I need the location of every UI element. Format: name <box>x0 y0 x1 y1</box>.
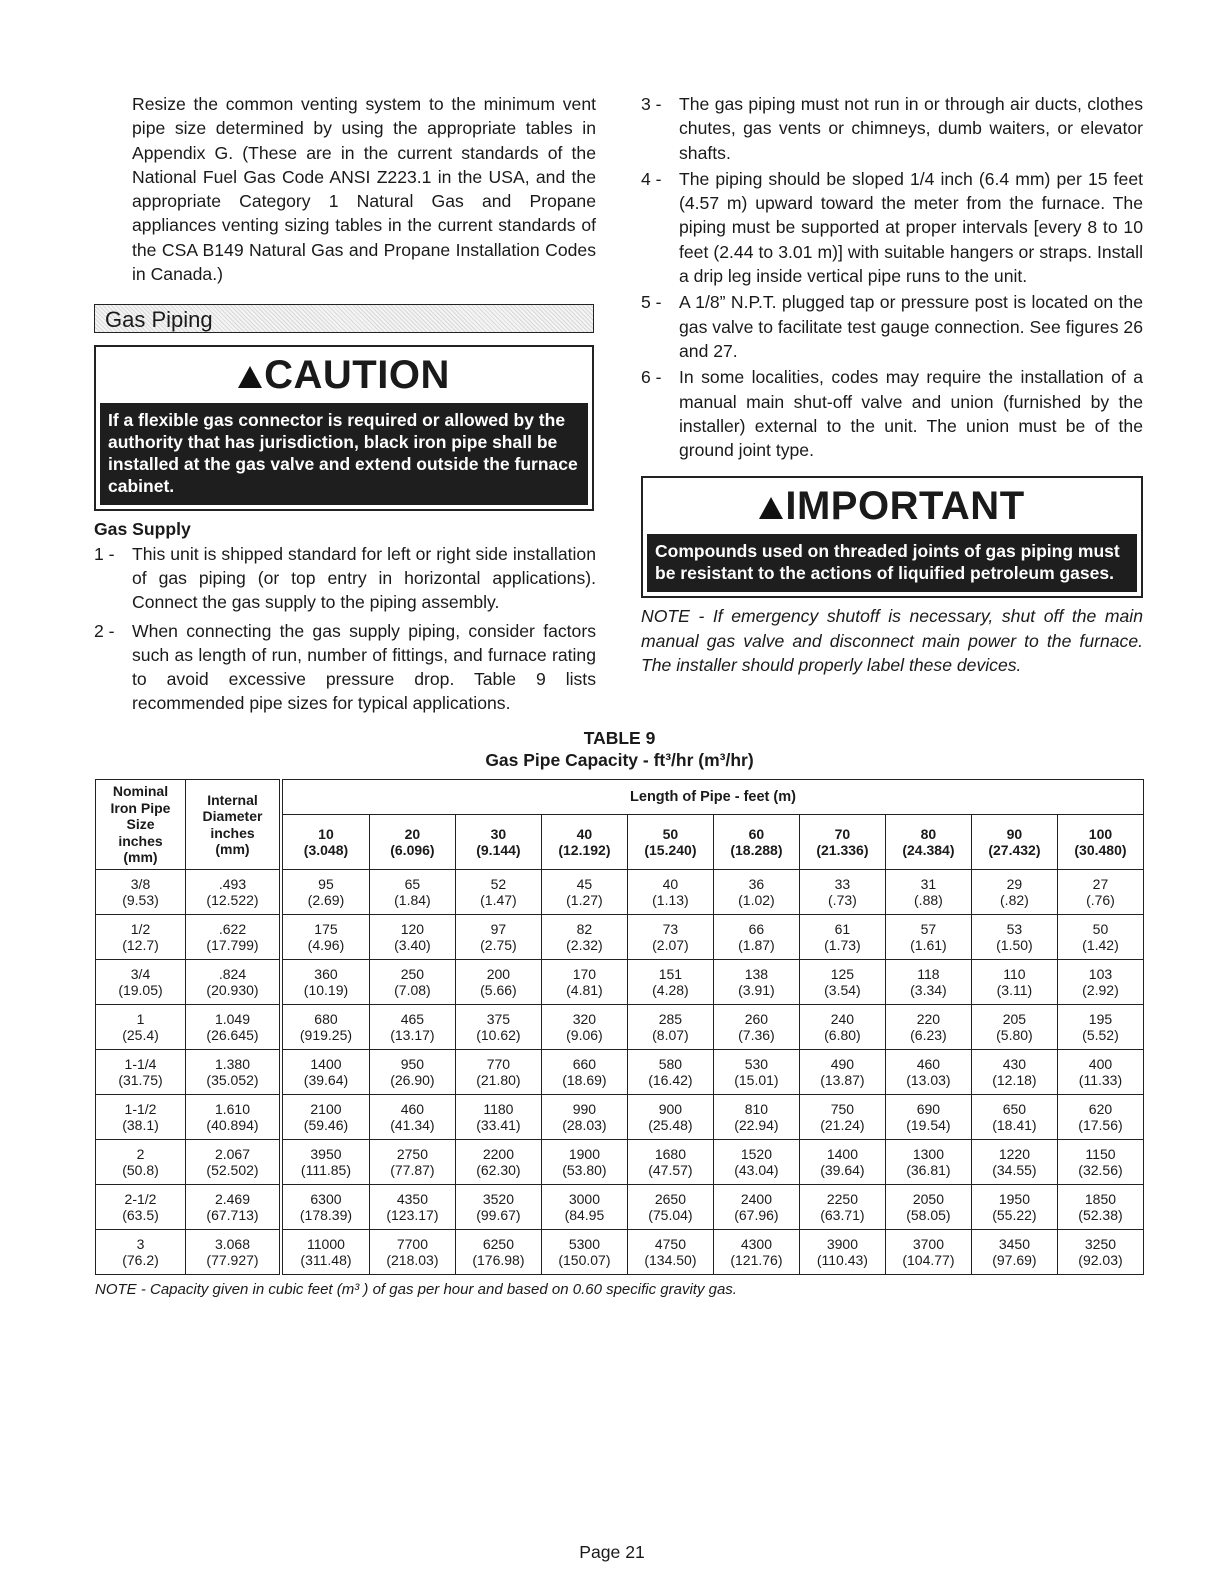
list-item <box>94 619 596 716</box>
caution-box <box>94 345 594 511</box>
table-row <box>96 960 1144 1005</box>
capacity-cell: 375 (10.62) <box>455 1005 541 1050</box>
length-header: 100 (30.480) <box>1057 815 1143 870</box>
page-number: Page 21 <box>579 1542 645 1562</box>
capacity-cell: 33 (.73) <box>799 870 885 915</box>
table-row <box>96 1005 1144 1050</box>
table-row <box>96 1230 1144 1275</box>
table-row <box>96 1095 1144 1140</box>
table-note: NOTE - Capacity given in cubic feet (m³ ) of gas per hour and based on 0.60 specific gravity gas. <box>95 1281 737 1298</box>
item-number: 5 - <box>641 292 662 313</box>
length-header: 40 (12.192) <box>541 815 627 870</box>
length-header: 90 (27.432) <box>971 815 1057 870</box>
length-header: 60 (18.288) <box>713 815 799 870</box>
capacity-cell: 810 (22.94) <box>713 1095 799 1140</box>
capacity-cell: 3700 (104.77) <box>885 1230 971 1275</box>
length-header: 80 (24.384) <box>885 815 971 870</box>
table-row <box>96 1185 1144 1230</box>
gas-supply-list <box>94 542 596 716</box>
capacity-cell: 57 (1.61) <box>885 915 971 960</box>
capacity-cell: 3520 (99.67) <box>455 1185 541 1230</box>
capacity-cell: 125 (3.54) <box>799 960 885 1005</box>
capacity-cell: 680 (919.25) <box>281 1005 369 1050</box>
capacity-cell: 2200 (62.30) <box>455 1140 541 1185</box>
table-row <box>96 915 1144 960</box>
capacity-cell: 53 (1.50) <box>971 915 1057 960</box>
gas-pipe-capacity-table <box>95 779 1144 1275</box>
pipe-size-cell: 1 (25.4) <box>96 1005 186 1050</box>
pipe-size-cell: 1-1/4 (31.75) <box>96 1050 186 1095</box>
capacity-cell: 110 (3.11) <box>971 960 1057 1005</box>
pipe-size-cell: 3 (76.2) <box>96 1230 186 1275</box>
length-header: 30 (9.144) <box>455 815 541 870</box>
diameter-cell: 2.469 (67.713) <box>186 1185 282 1230</box>
capacity-cell: 2400 (67.96) <box>713 1185 799 1230</box>
capacity-cell: 11000 (311.48) <box>281 1230 369 1275</box>
diameter-cell: .622 (17.799) <box>186 915 282 960</box>
diameter-cell: 1.049 (26.645) <box>186 1005 282 1050</box>
capacity-cell: 285 (8.07) <box>627 1005 713 1050</box>
capacity-cell: 27 (.76) <box>1057 870 1143 915</box>
capacity-cell: 2250 (63.71) <box>799 1185 885 1230</box>
capacity-cell: 1520 (43.04) <box>713 1140 799 1185</box>
capacity-cell: 240 (6.80) <box>799 1005 885 1050</box>
pipe-size-cell: 1-1/2 (38.1) <box>96 1095 186 1140</box>
right-column <box>641 92 1143 677</box>
table-row <box>96 1050 1144 1095</box>
capacity-cell: 36 (1.02) <box>713 870 799 915</box>
list-item <box>94 542 596 615</box>
col-header-internal-diameter: Internal Diameter inches (mm) <box>186 780 282 870</box>
capacity-cell: 1900 (53.80) <box>541 1140 627 1185</box>
diameter-cell: 1.380 (35.052) <box>186 1050 282 1095</box>
capacity-cell: 52 (1.47) <box>455 870 541 915</box>
capacity-cell: 138 (3.91) <box>713 960 799 1005</box>
length-header: 10 (3.048) <box>281 815 369 870</box>
pipe-size-cell: 2 (50.8) <box>96 1140 186 1185</box>
pipe-size-cell: 3/4 (19.05) <box>96 960 186 1005</box>
capacity-cell: 170 (4.81) <box>541 960 627 1005</box>
length-header: 50 (15.240) <box>627 815 713 870</box>
capacity-cell: 151 (4.28) <box>627 960 713 1005</box>
capacity-cell: 620 (17.56) <box>1057 1095 1143 1140</box>
capacity-cell: 460 (41.34) <box>369 1095 455 1140</box>
capacity-cell: 4350 (123.17) <box>369 1185 455 1230</box>
table-row <box>96 1140 1144 1185</box>
capacity-cell: 4300 (121.76) <box>713 1230 799 1275</box>
capacity-cell: 770 (21.80) <box>455 1050 541 1095</box>
capacity-cell: 220 (6.23) <box>885 1005 971 1050</box>
diameter-cell: 2.067 (52.502) <box>186 1140 282 1185</box>
section-title-gas-piping: Gas Piping <box>94 304 594 333</box>
capacity-cell: 97 (2.75) <box>455 915 541 960</box>
capacity-cell: 103 (2.92) <box>1057 960 1143 1005</box>
capacity-cell: 320 (9.06) <box>541 1005 627 1050</box>
capacity-cell: 1220 (34.55) <box>971 1140 1057 1185</box>
gas-supply-heading: Gas Supply <box>94 519 191 540</box>
capacity-cell: 465 (13.17) <box>369 1005 455 1050</box>
table-body <box>96 870 1144 1275</box>
capacity-cell: 120 (3.40) <box>369 915 455 960</box>
item-number: 6 - <box>641 367 662 388</box>
gas-piping-list <box>641 92 1143 462</box>
caution-title: CAUTION <box>264 353 450 398</box>
capacity-cell: 1950 (55.22) <box>971 1185 1057 1230</box>
capacity-cell: 175 (4.96) <box>281 915 369 960</box>
capacity-cell: 1400 (39.64) <box>799 1140 885 1185</box>
capacity-cell: 1680 (47.57) <box>627 1140 713 1185</box>
pipe-size-cell: 3/8 (9.53) <box>96 870 186 915</box>
important-heading <box>643 478 1141 534</box>
capacity-cell: 460 (13.03) <box>885 1050 971 1095</box>
table-label: TABLE 9 <box>583 728 656 748</box>
important-text: Compounds used on threaded joints of gas piping must be resistant to the actions of liquified petroleum gases. <box>647 534 1137 592</box>
item-text: A 1/8” N.P.T. plugged tap or pressure post is located on the gas valve to facilitate test gauge connection. See figures 26 and 27. <box>679 292 1143 361</box>
capacity-cell: 1150 (32.56) <box>1057 1140 1143 1185</box>
table-9 <box>95 727 1144 1298</box>
capacity-cell: 900 (25.48) <box>627 1095 713 1140</box>
diameter-cell: .824 (20.930) <box>186 960 282 1005</box>
capacity-cell: 45 (1.27) <box>541 870 627 915</box>
pipe-size-cell: 1/2 (12.7) <box>96 915 186 960</box>
capacity-cell: 3900 (110.43) <box>799 1230 885 1275</box>
capacity-cell: 2100 (59.46) <box>281 1095 369 1140</box>
capacity-cell: 690 (19.54) <box>885 1095 971 1140</box>
capacity-cell: 750 (21.24) <box>799 1095 885 1140</box>
capacity-cell: 1850 (52.38) <box>1057 1185 1143 1230</box>
col-header-nominal-size: Nominal Iron Pipe Size inches (mm) <box>96 780 186 870</box>
diameter-cell: 3.068 (77.927) <box>186 1230 282 1275</box>
capacity-cell: 660 (18.69) <box>541 1050 627 1095</box>
caution-text: If a flexible gas connector is required or allowed by the authority that has jurisdiction, black iron pipe shall be installed at the gas valve and extend outside the furnace cabinet. <box>100 403 588 505</box>
capacity-cell: 29 (.82) <box>971 870 1057 915</box>
capacity-cell: 95 (2.69) <box>281 870 369 915</box>
capacity-cell: 360 (10.19) <box>281 960 369 1005</box>
capacity-cell: 260 (7.36) <box>713 1005 799 1050</box>
capacity-cell: 5300 (150.07) <box>541 1230 627 1275</box>
item-text: In some localities, codes may require the installation of a manual main shut-off valve and union (furnished by the installer) external to the unit. The union must be of the ground joint type. <box>679 367 1143 461</box>
capacity-cell: 7700 (218.03) <box>369 1230 455 1275</box>
capacity-cell: 6250 (176.98) <box>455 1230 541 1275</box>
capacity-cell: 73 (2.07) <box>627 915 713 960</box>
left-column <box>94 92 596 716</box>
capacity-cell: 400 (11.33) <box>1057 1050 1143 1095</box>
capacity-cell: 6300 (178.39) <box>281 1185 369 1230</box>
important-box <box>641 476 1143 598</box>
caution-heading <box>96 347 592 403</box>
capacity-cell: 990 (28.03) <box>541 1095 627 1140</box>
list-item <box>641 290 1143 363</box>
item-text: This unit is shipped standard for left or right side installation of gas piping (or top entry in horizontal applications). Connect the gas supply to the piping assembly. <box>132 543 596 613</box>
capacity-cell: 31 (.88) <box>885 870 971 915</box>
capacity-cell: 2050 (58.05) <box>885 1185 971 1230</box>
item-number: 3 - <box>641 94 662 114</box>
capacity-cell: 1400 (39.64) <box>281 1050 369 1095</box>
item-number: 1 - <box>94 543 115 564</box>
emergency-note: NOTE - If emergency shutoff is necessary, shut off the main manual gas valve and disconnect main power to the furnace. The installer should properly label these devices. <box>641 606 1143 676</box>
diameter-cell: .493 (12.522) <box>186 870 282 915</box>
capacity-cell: 490 (13.87) <box>799 1050 885 1095</box>
length-header: 70 (21.336) <box>799 815 885 870</box>
capacity-cell: 3450 (97.69) <box>971 1230 1057 1275</box>
venting-intro: Resize the common venting system to the minimum vent pipe size determined by using the appropriate tables in Appendix G. (These are in the current standards of the National Fuel Gas Code ANSI Z223.1 in the USA, and the appropriate Category 1 Natural Gas and Propane appliances venting sizing tables in the current standards of the CSA B149 Natural Gas and Propane Installation Codes in Canada.) <box>132 94 596 285</box>
capacity-cell: 205 (5.80) <box>971 1005 1057 1050</box>
list-item <box>641 365 1143 462</box>
capacity-cell: 1300 (36.81) <box>885 1140 971 1185</box>
capacity-cell: 61 (1.73) <box>799 915 885 960</box>
pipe-size-cell: 2-1/2 (63.5) <box>96 1185 186 1230</box>
capacity-cell: 40 (1.13) <box>627 870 713 915</box>
capacity-cell: 650 (18.41) <box>971 1095 1057 1140</box>
capacity-cell: 580 (16.42) <box>627 1050 713 1095</box>
capacity-cell: 950 (26.90) <box>369 1050 455 1095</box>
capacity-cell: 530 (15.01) <box>713 1050 799 1095</box>
length-header: 20 (6.096) <box>369 815 455 870</box>
capacity-cell: 4750 (134.50) <box>627 1230 713 1275</box>
capacity-cell: 82 (2.32) <box>541 915 627 960</box>
capacity-cell: 1180 (33.41) <box>455 1095 541 1140</box>
capacity-cell: 3000 (84.95 <box>541 1185 627 1230</box>
capacity-cell: 195 (5.52) <box>1057 1005 1143 1050</box>
capacity-cell: 430 (12.18) <box>971 1050 1057 1095</box>
capacity-cell: 118 (3.34) <box>885 960 971 1005</box>
capacity-cell: 65 (1.84) <box>369 870 455 915</box>
item-text: The gas piping must not run in or through air ducts, clothes chutes, gas vents or chimneys, dumb waiters, or elevator shafts. <box>679 94 1143 163</box>
capacity-cell: 2650 (75.04) <box>627 1185 713 1230</box>
item-number: 2 - <box>94 620 115 641</box>
capacity-cell: 2750 (77.87) <box>369 1140 455 1185</box>
warning-triangle-icon <box>238 366 262 388</box>
important-title: IMPORTANT <box>785 484 1025 529</box>
table-title: Gas Pipe Capacity - ft³/hr (m³/hr) <box>485 750 754 770</box>
col-header-length: Length of Pipe - feet (m) <box>281 780 1144 815</box>
table-row <box>96 870 1144 915</box>
list-item <box>641 92 1143 165</box>
capacity-cell: 200 (5.66) <box>455 960 541 1005</box>
list-item <box>641 167 1143 288</box>
item-text: The piping should be sloped 1/4 inch (6.4 mm) per 15 feet (4.57 m) upward toward the meter from the furnace. The piping must be supported at proper intervals [every 8 to 10 feet (2.44 to 3.01 m)] with suitable hangers or straps. Install a drip leg inside vertical pipe runs to the unit. <box>679 168 1143 287</box>
capacity-cell: 3250 (92.03) <box>1057 1230 1143 1275</box>
capacity-cell: 3950 (111.85) <box>281 1140 369 1185</box>
item-text: When connecting the gas supply piping, consider factors such as length of run, number of fittings, and furnace rating to avoid excessive pressure drop. Table 9 lists recommended pipe sizes for typical applications. <box>132 620 596 714</box>
capacity-cell: 66 (1.87) <box>713 915 799 960</box>
diameter-cell: 1.610 (40.894) <box>186 1095 282 1140</box>
capacity-cell: 250 (7.08) <box>369 960 455 1005</box>
warning-triangle-icon <box>759 497 783 519</box>
item-number: 4 - <box>641 168 662 189</box>
capacity-cell: 50 (1.42) <box>1057 915 1143 960</box>
